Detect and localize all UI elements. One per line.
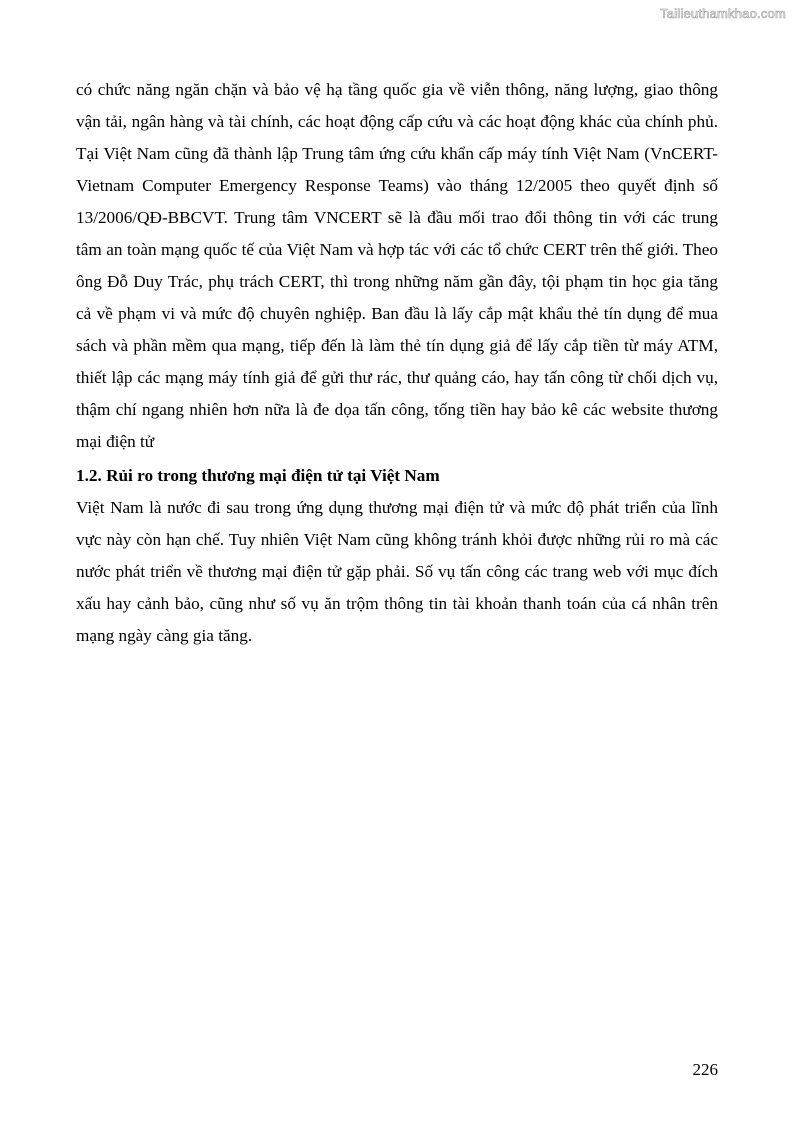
body-paragraph-1: có chức năng ngăn chặn và bảo vệ hạ tầng quốc gia về viễn thông, năng lượng, giao thông vận tải, ngân hàng và tài chính, các hoạt động cấp cứu và các hoạt động khác của chính phủ. Tại Việt Nam cũng đã thành lập Trung tâm ứng cứu khẩn cấp máy tính Việt Nam (VnCERT- Vietnam Computer Emergency Response Teams) vào tháng 12/2005 theo quyết định số 13/2006/QĐ-BBCVT. Trung tâm VNCERT sẽ là đầu mối trao đổi thông tin với các trung tâm an toàn mạng quốc tế của Việt Nam và hợp tác với các tổ chức CERT trên thế giới. Theo ông Đỗ Duy Trác, phụ trách CERT, thì trong những năm gần đây, tội phạm tin học gia tăng cả về phạm vi và mức độ chuyên nghiệp. Ban đầu là lấy cắp mật khẩu thẻ tín dụng để mua sách và phần mềm qua mạng, tiếp đến là làm thẻ tín dụng giả để lấy cắp tiền từ máy ATM, thiết lập các mạng máy tính giả để gửi thư rác, thư quảng cáo, hay tấn công từ chối dịch vụ, thậm chí ngang nhiên hơn nữa là đe dọa tấn công, tống tiền hay bảo kê các website thương mại điện tử	[76, 80, 718, 451]
section-heading: 1.2. Rủi ro trong thương mại điện tử tại Việt Nam	[76, 466, 440, 485]
watermark-text: Tailieuthamkhao.com	[660, 6, 786, 21]
body-paragraph-2: Việt Nam là nước đi sau trong ứng dụng thương mại điện tử và mức độ phát triển của lĩnh vực này còn hạn chế. Tuy nhiên Việt Nam cũng không tránh khỏi được những rủi ro mà các nước phát triển về thương mại điện tử gặp phải. Số vụ tấn công các trang web với mục đích xấu hay cảnh bảo, cũng như số vụ ăn trộm thông tin tài khoản thanh toán của cá nhân trên mạng ngày càng gia tăng.	[76, 498, 718, 645]
document-body	[76, 74, 718, 652]
page-number: 226	[692, 1060, 718, 1079]
